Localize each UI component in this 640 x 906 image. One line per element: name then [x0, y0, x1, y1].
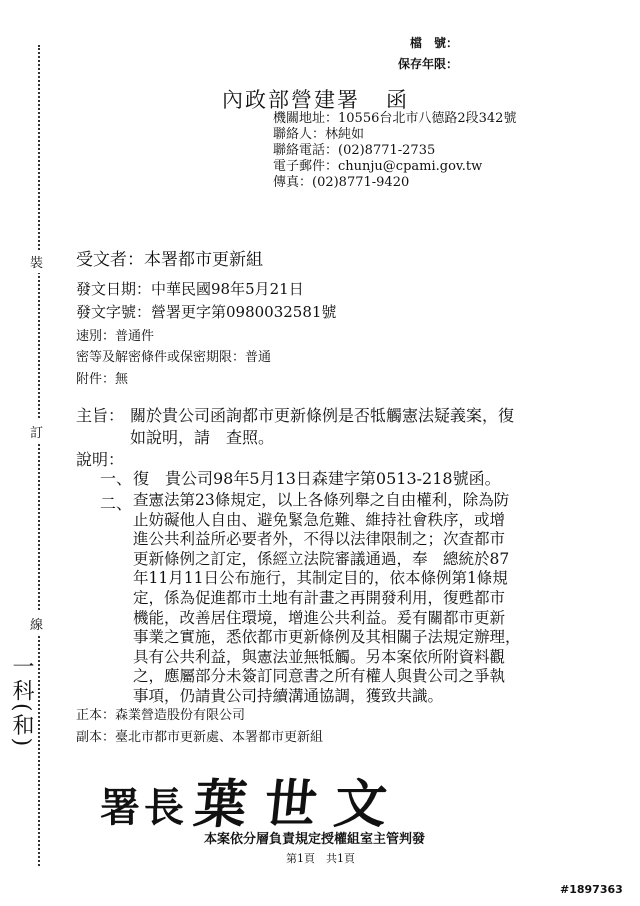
contact-email: 電子郵件：chunju@cpami.gov.tw	[273, 159, 483, 174]
security-level: 密等及解密條件或保密期限：普通	[76, 350, 272, 365]
item-2-line: 查憲法第23條規定，以上各條列舉之自由權利，除為防	[133, 491, 510, 509]
item-2-line: 進公共利益所必要者外，不得以法律限制之；次查都市	[133, 530, 506, 549]
item-2-line: 事業之實施，悉依都市更新條例及其相關子法規定辦理，	[133, 628, 521, 647]
agency-address: 機關地址：10556台北市八德路2段342號	[273, 111, 517, 126]
item-2-line: 定，係為促進都市土地有計畫之再開發利用，復甦都市	[133, 588, 506, 607]
authorization-note: 本案依分層負責規定授權組室主管判發	[204, 832, 426, 847]
binder-mark-3: 線	[30, 612, 43, 635]
item-2-line: 機能，改善居住環境，增進公共利益。爰有關都市更新	[133, 608, 506, 627]
subject-line-1: 關於貴公司函詢都市更新條例是否牴觸憲法疑義案，復	[130, 406, 515, 425]
handwritten-note: 一科(和)	[9, 655, 34, 749]
signatory-name: 葉世文	[191, 774, 408, 835]
file-number-label: 檔 號：	[410, 36, 459, 50]
document-number: 發文字號：營署更字第0980032581號	[76, 303, 337, 321]
item-1-text: 復 貴公司98年5月13日森建字第0513-218號函。	[133, 469, 501, 488]
retention-label: 保存年限：	[398, 57, 459, 71]
item-2-line: 具有公共利益，與憲法並無牴觸。另本案依所附資料觀	[133, 647, 506, 666]
document-type: 函	[386, 88, 407, 112]
item-2-line: 止妨礙他人自由、避免緊急危難、維持社會秩序，或增	[133, 510, 506, 529]
item-2-line: 更新條例之訂定，係經立法院審議通過，奉 總統於87	[133, 549, 510, 568]
contact-fax: 傳真：(02)8771-9420	[273, 175, 410, 190]
subject-line-2: 如說明，請 查照。	[130, 428, 275, 447]
issue-date: 發文日期：中華民國98年5月21日	[76, 280, 304, 298]
item-2-number: 二、	[100, 494, 133, 513]
original-recipient: 正本：森業營造股份有限公司	[76, 708, 246, 723]
item-2-line: 之，應屬部分未簽訂同意書之所有權人與貴公司之爭執	[133, 667, 506, 686]
item-2-line: 年11月11日公布施行，其制定目的，依本條例第1條規	[133, 569, 508, 588]
agency-name: 內政部營建署	[222, 88, 360, 112]
contact-phone: 聯絡電話：(02)8771-2735	[273, 143, 436, 158]
item-2-body	[133, 491, 573, 707]
page-footer: 第1頁 共1頁	[286, 852, 355, 865]
copy-recipients: 副本：臺北市都市更新處、本署都市更新組	[76, 730, 324, 745]
signatory-title: 署長	[100, 784, 188, 831]
item-2-line: 事項，仍請貴公司持續溝通協調，獲致共識。	[133, 686, 444, 705]
stamp-id: #1897363	[560, 883, 623, 896]
item-1-number: 一、	[100, 469, 133, 488]
explanation-label: 說明：	[76, 450, 125, 469]
binder-mark-2: 訂	[30, 420, 43, 443]
delivery-speed: 速別：普通件	[76, 329, 155, 344]
subject-label: 主旨：	[76, 406, 125, 425]
attachment: 附件：無	[76, 372, 129, 387]
contact-person: 聯絡人：林純如	[273, 127, 365, 142]
binder-mark-1: 裝	[30, 250, 43, 273]
binding-dotted-line	[38, 45, 40, 866]
recipient: 受文者：本署都市更新組	[76, 250, 263, 270]
